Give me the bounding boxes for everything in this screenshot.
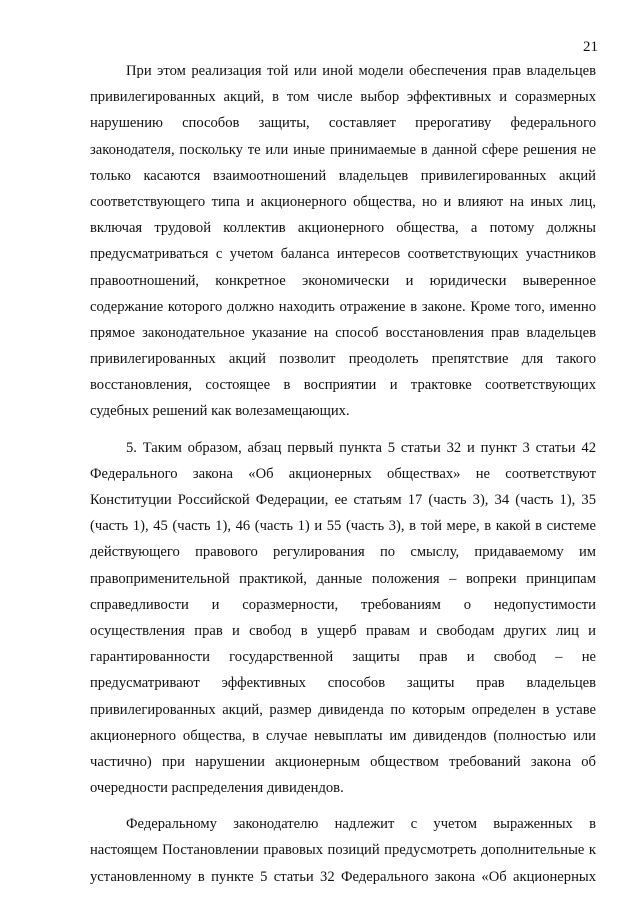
text-line: только касаются взаимоотношений владельцев привилегированных акций (90, 167, 596, 184)
text-line: действующего правового регулирования по смыслу, придаваемому им (90, 544, 596, 561)
text-line: установленному в пункте 5 статьи 32 Федерального закона «Об акционерных (90, 868, 596, 885)
text-line: При этом реализация той или иной модели обеспечения прав владельцев (126, 63, 596, 79)
paragraph-gap (90, 425, 596, 435)
text-line: осуществления прав и свобод в ущерб правам и свободам других лиц и (90, 622, 596, 639)
text-line: предусматриваться с учетом баланса интересов соответствующих участников (90, 246, 596, 263)
paragraph (90, 435, 596, 802)
text-line: привилегированных акций, размер дивиденда по которым определен в уставе (90, 701, 596, 718)
text-line: включая трудовой коллектив акционерного общества, а потому должны (90, 220, 596, 237)
text-line: содержание которого должно находить отражение в законе. Кроме того, именно (90, 298, 596, 315)
paragraph (90, 811, 596, 890)
text-line: нарушению способов защиты, составляет прерогативу федерального (90, 115, 596, 132)
text-line: акционерного общества, в случае невыплаты им дивидендов (полностью или (90, 727, 596, 744)
text-line: соответствующего типа и акционерного общества, но и влияют на иных лиц, (90, 193, 596, 210)
text-line: настоящем Постановлении правовых позиций предусмотреть дополнительные к (90, 842, 596, 859)
text-line: гарантированности государственной защиты прав и свобод – не (90, 649, 596, 666)
text-line: прямое законодательное указание на способ восстановления прав владельцев (90, 324, 596, 341)
text-line: привилегированных акций, в том числе выбор эффективных и соразмерных (90, 89, 596, 106)
text-line: судебных решений как волезамещающих. (90, 403, 350, 420)
text-line: правоотношений, конкретное экономически и юридически выверенное (90, 272, 596, 289)
text-line: частично) при нарушении акционерным обществом требований закона об (90, 753, 596, 770)
text-line: очередности распределения дивидендов. (90, 780, 344, 797)
text-line: Федерального закона «Об акционерных обществах» не соответствуют (90, 465, 596, 482)
text-line: 5. Таким образом, абзац первый пункта 5 статьи 32 и пункт 3 статьи 42 (126, 439, 596, 456)
page-number: 21 (583, 39, 598, 55)
paragraph-gap (90, 801, 596, 811)
text-line: законодателя, поскольку те или иные принимаемые в данной сфере решения не (90, 141, 596, 158)
text-line: Федеральному законодателю надлежит с учетом выраженных в (126, 816, 596, 833)
text-line: (часть 1), 45 (часть 1), 46 (часть 1) и 55 (часть 3), в той мере, в какой в системе (90, 518, 596, 535)
document-body (90, 58, 596, 890)
text-line: Конституции Российской Федерации, ее статьям 17 (часть 3), 34 (часть 1), 35 (90, 492, 596, 508)
text-line: восстановления, состоящее в восприятии и трактовке соответствующих (90, 377, 596, 394)
paragraph (90, 58, 596, 425)
text-line: привилегированных акций позволит преодолеть препятствие для такого (90, 351, 596, 368)
text-line: правоприменительной практикой, данные положения – вопреки принципам (90, 570, 596, 587)
text-line: предусматривают эффективных способов защиты прав владельцев (90, 675, 596, 692)
text-line: справедливости и соразмерности, требованиям о недопустимости (90, 596, 596, 613)
